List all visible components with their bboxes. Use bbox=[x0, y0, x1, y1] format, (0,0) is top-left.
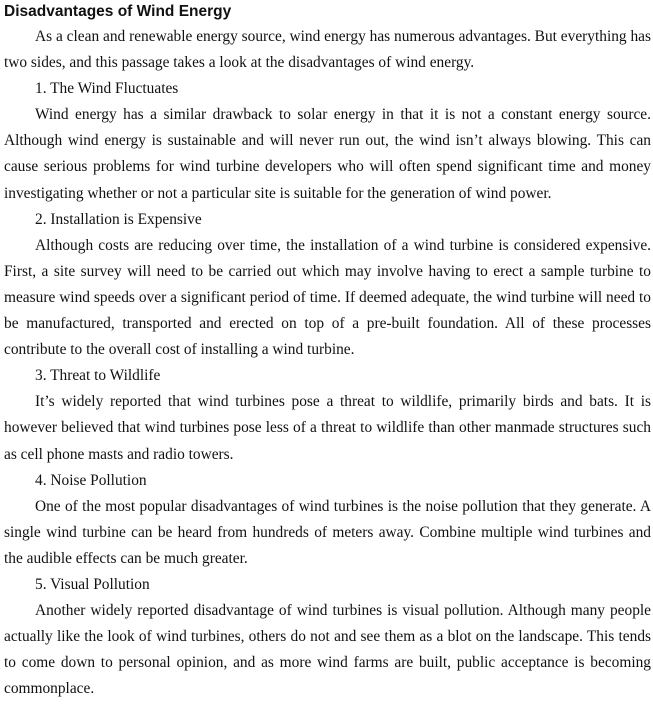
section-body-noise-pollution: One of the most popular disadvantages of wind turbines is the noise pollution that they generate. A single wind turbine can be heard from hundreds of meters away. Combine multiple wind turbines and the audible effects can be much greater. bbox=[4, 497, 651, 567]
section-body-installation-expensive: Although costs are reducing over time, the installation of a wind turbine is considered expensive. First, a site survey will need to be carried out which may involve having to erect a sample turbine to measure wind speeds over a significant period of time. If deemed adequate, the wind turbine will need to be manufactured, transported and erected on top of a pre-built foundation. All of these processes contribute to the overall cost of installing a wind turbine. bbox=[4, 236, 651, 359]
section-heading-threat-to-wildlife: 3. Threat to Wildlife bbox=[35, 367, 161, 385]
section-heading-wind-fluctuates: 1. The Wind Fluctuates bbox=[35, 80, 179, 98]
intro-paragraph: As a clean and renewable energy source, wind energy has numerous advantages. But everything has two sides, and this passage takes a look at the disadvantages of wind energy. bbox=[4, 28, 651, 72]
document-page bbox=[4, 0, 651, 702]
section-body-wind-fluctuates: Wind energy has a similar drawback to solar energy in that it is not a constant energy source. Although wind energy is sustainable and will never run out, the wind isn’t always blowing. This can cause serious problems for wind turbine developers who will often spend significant time and money investigating whether or not a particular site is suitable for the generation of wind power. bbox=[4, 106, 651, 202]
section-heading-installation-expensive: 2. Installation is Expensive bbox=[35, 210, 202, 228]
section-heading-visual-pollution: 5. Visual Pollution bbox=[35, 575, 150, 593]
document-title: Disadvantages of Wind Energy bbox=[4, 3, 232, 20]
section-body-visual-pollution: Another widely reported disadvantage of wind turbines is visual pollution. Although many people actually like the look of wind turbines, others do not and see them as a blot on the landscape. This tends to come down to personal opinion, and as more wind farms are built, public acceptance is becoming commonplace. bbox=[4, 602, 651, 698]
section-heading-noise-pollution: 4. Noise Pollution bbox=[35, 471, 147, 489]
section-body-threat-to-wildlife: It’s widely reported that wind turbines pose a threat to wildlife, primarily birds and bats. It is however believed that wind turbines pose less of a threat to wildlife than other manmade structures such as cell phone masts and radio towers. bbox=[4, 393, 651, 463]
